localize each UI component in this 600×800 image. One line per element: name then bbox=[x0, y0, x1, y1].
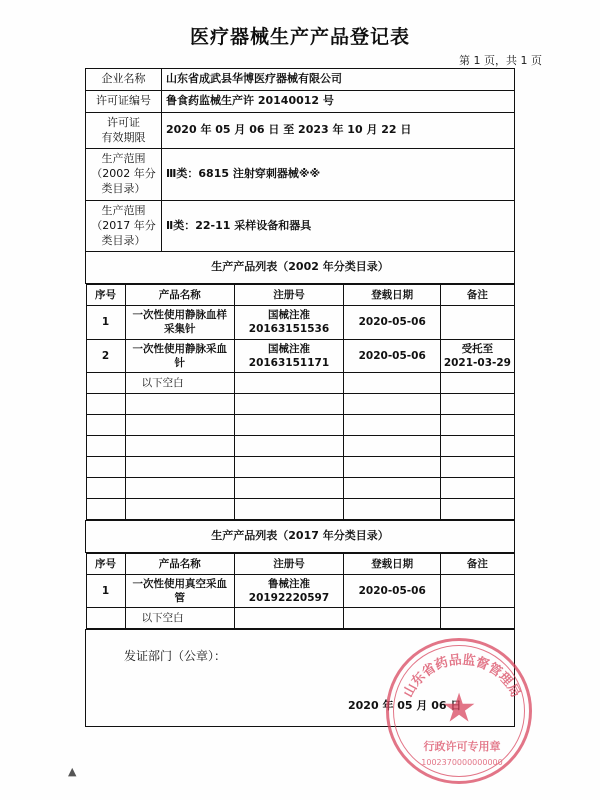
cell-blank bbox=[125, 435, 234, 456]
cell-blank bbox=[234, 393, 343, 414]
cell-reg-line1: 国械注准 bbox=[267, 309, 310, 322]
table-row-blank bbox=[86, 477, 514, 498]
field-value-license-no: 鲁食药监械生产许 20140012 号 bbox=[162, 90, 515, 112]
cell-blank bbox=[344, 414, 441, 435]
product-table-2002 bbox=[86, 284, 515, 520]
cell-reg-line2: 20163151171 bbox=[248, 356, 330, 369]
end-marker-2002: 以下空白 bbox=[125, 372, 234, 393]
page-title: 医疗器械生产产品登记表 bbox=[189, 26, 410, 48]
section-heading-row-2017 bbox=[86, 520, 515, 552]
cell-no-empty bbox=[86, 608, 125, 629]
cell-note bbox=[441, 574, 514, 607]
table-row bbox=[86, 339, 514, 372]
field-label-scope-2017-line2: （2017 年分 bbox=[91, 218, 156, 232]
product-table-2002-header bbox=[86, 285, 514, 306]
cell-blank bbox=[86, 393, 125, 414]
field-label-validity-line2: 有效期限 bbox=[101, 130, 146, 144]
cell-blank bbox=[441, 435, 514, 456]
seal-star-icon: ★ bbox=[441, 685, 477, 732]
field-label-scope-2017-line3: 类目录） bbox=[101, 233, 146, 247]
issue-block-row bbox=[86, 630, 515, 727]
product-list-row-2017 bbox=[86, 552, 515, 629]
table-row-blank bbox=[86, 456, 514, 477]
field-row-company bbox=[86, 69, 515, 91]
cell-no: 1 bbox=[86, 574, 125, 607]
table-row bbox=[86, 306, 514, 339]
product-list-row-2002 bbox=[86, 284, 515, 521]
cell-blank bbox=[344, 477, 441, 498]
col-header-no: 序号 bbox=[86, 553, 125, 574]
col-header-no: 序号 bbox=[86, 285, 125, 306]
cell-blank bbox=[234, 456, 343, 477]
cell-note-empty bbox=[441, 608, 514, 629]
field-label-validity-line1: 许可证 bbox=[107, 115, 140, 129]
cell-blank bbox=[441, 477, 514, 498]
cell-date: 2020-05-06 bbox=[344, 306, 441, 339]
cell-blank bbox=[441, 414, 514, 435]
end-marker-2017: 以下空白 bbox=[125, 608, 234, 629]
field-value-validity: 2020 年 05 月 06 日 至 2023 年 10 月 22 日 bbox=[162, 112, 515, 149]
cell-reg-line2: 20163151536 bbox=[248, 323, 330, 336]
table-row bbox=[86, 574, 514, 607]
cell-reg-line1: 国械注准 bbox=[267, 342, 310, 355]
issue-department-label: 发证部门（公章）： bbox=[124, 649, 227, 664]
official-seal bbox=[386, 638, 532, 784]
col-header-date: 登载日期 bbox=[344, 285, 441, 306]
cell-no-empty bbox=[86, 372, 125, 393]
cell-blank bbox=[441, 456, 514, 477]
cell-reg-line2: 20192220597 bbox=[248, 591, 330, 604]
cell-name: 一次性使用真空采血管 bbox=[125, 574, 234, 607]
cell-blank bbox=[125, 498, 234, 519]
product-table-2017 bbox=[86, 553, 515, 629]
cell-blank bbox=[86, 435, 125, 456]
cell-note-empty bbox=[441, 372, 514, 393]
cell-blank bbox=[344, 456, 441, 477]
cell-reg bbox=[234, 306, 343, 339]
col-header-name: 产品名称 bbox=[125, 285, 234, 306]
cell-name: 一次性使用静脉采血针 bbox=[125, 339, 234, 372]
col-header-note: 备注 bbox=[441, 553, 514, 574]
cell-date-empty bbox=[344, 372, 441, 393]
registration-table bbox=[85, 68, 523, 768]
cell-blank bbox=[86, 498, 125, 519]
cell-no: 1 bbox=[86, 306, 125, 339]
cell-blank bbox=[125, 414, 234, 435]
cell-blank bbox=[234, 498, 343, 519]
field-label-scope-2002-line2: （2002 年分 bbox=[91, 167, 156, 181]
end-marker-row-2002 bbox=[86, 372, 514, 393]
field-value-scope-2017: Ⅱ类：22-11 采样设备和器具 bbox=[162, 200, 515, 252]
table-row-blank bbox=[86, 393, 514, 414]
col-header-reg: 注册号 bbox=[234, 285, 343, 306]
product-table-2017-header bbox=[86, 553, 514, 574]
cell-blank bbox=[86, 477, 125, 498]
field-row-scope-2002 bbox=[86, 149, 515, 201]
issue-block bbox=[86, 630, 523, 768]
cell-blank bbox=[234, 477, 343, 498]
col-header-date: 登载日期 bbox=[344, 553, 441, 574]
section-heading-row-2002 bbox=[86, 252, 515, 284]
table-row-blank bbox=[86, 435, 514, 456]
field-label-scope-2017-line1: 生产范围 bbox=[101, 203, 146, 217]
cell-blank bbox=[441, 393, 514, 414]
field-label-scope-2002-line1: 生产范围 bbox=[101, 152, 146, 166]
cell-blank bbox=[125, 477, 234, 498]
table-row-blank bbox=[86, 498, 514, 519]
cell-blank bbox=[344, 498, 441, 519]
cell-reg bbox=[234, 574, 343, 607]
seal-code-text: 1002370000000000 bbox=[421, 758, 503, 768]
field-value-scope-2002: Ⅲ类：6815 注射穿刺器械※※ bbox=[162, 149, 515, 201]
col-header-note: 备注 bbox=[441, 285, 514, 306]
cell-reg bbox=[234, 339, 343, 372]
cell-blank bbox=[234, 414, 343, 435]
cell-no: 2 bbox=[86, 339, 125, 372]
section-heading-2002: 生产产品列表（2002 年分类目录） bbox=[86, 252, 515, 284]
cell-name: 一次性使用静脉血样采集针 bbox=[125, 306, 234, 339]
cell-blank bbox=[86, 414, 125, 435]
field-label-scope-2002-line3: 类目录） bbox=[101, 182, 146, 196]
cell-blank bbox=[86, 456, 125, 477]
seal-arc-text: 山东省药品监督管理局 bbox=[401, 652, 523, 701]
cell-blank bbox=[125, 393, 234, 414]
cell-note-line2: 2021-03-29 bbox=[443, 356, 511, 369]
cell-note bbox=[441, 306, 514, 339]
cell-reg-line1: 鲁械注准 bbox=[267, 577, 310, 590]
cell-note bbox=[441, 339, 514, 372]
end-marker-row-2017 bbox=[86, 608, 514, 629]
seal-bottom-text: 行政许可专用章 bbox=[423, 740, 501, 754]
field-label-validity bbox=[86, 112, 162, 149]
field-row-validity bbox=[86, 112, 515, 149]
cell-blank bbox=[234, 435, 343, 456]
field-row-license-no bbox=[86, 90, 515, 112]
cell-date-empty bbox=[344, 608, 441, 629]
cell-date: 2020-05-06 bbox=[344, 339, 441, 372]
issue-date: 2020 年 05 月 06 日 bbox=[348, 699, 462, 713]
cell-blank bbox=[344, 393, 441, 414]
col-header-name: 产品名称 bbox=[125, 553, 234, 574]
table-row-blank bbox=[86, 414, 514, 435]
cell-reg-empty bbox=[234, 608, 343, 629]
corner-mark-icon: ▲ bbox=[68, 765, 77, 778]
page-indicator: 第 1 页，共 1 页 bbox=[459, 54, 542, 67]
cell-date: 2020-05-06 bbox=[344, 574, 441, 607]
cell-reg-empty bbox=[234, 372, 343, 393]
cell-blank bbox=[344, 435, 441, 456]
col-header-reg: 注册号 bbox=[234, 553, 343, 574]
cell-blank bbox=[441, 498, 514, 519]
section-heading-2017: 生产产品列表（2017 年分类目录） bbox=[86, 520, 515, 552]
field-label-scope-2017 bbox=[86, 200, 162, 252]
field-value-company: 山东省成武县华博医疗器械有限公司 bbox=[162, 69, 515, 91]
field-label-license-no: 许可证编号 bbox=[86, 90, 162, 112]
field-label-company: 企业名称 bbox=[86, 69, 162, 91]
field-row-scope-2017 bbox=[86, 200, 515, 252]
cell-note-line1: 受托至 bbox=[461, 342, 494, 355]
field-label-scope-2002 bbox=[86, 149, 162, 201]
cell-blank bbox=[125, 456, 234, 477]
